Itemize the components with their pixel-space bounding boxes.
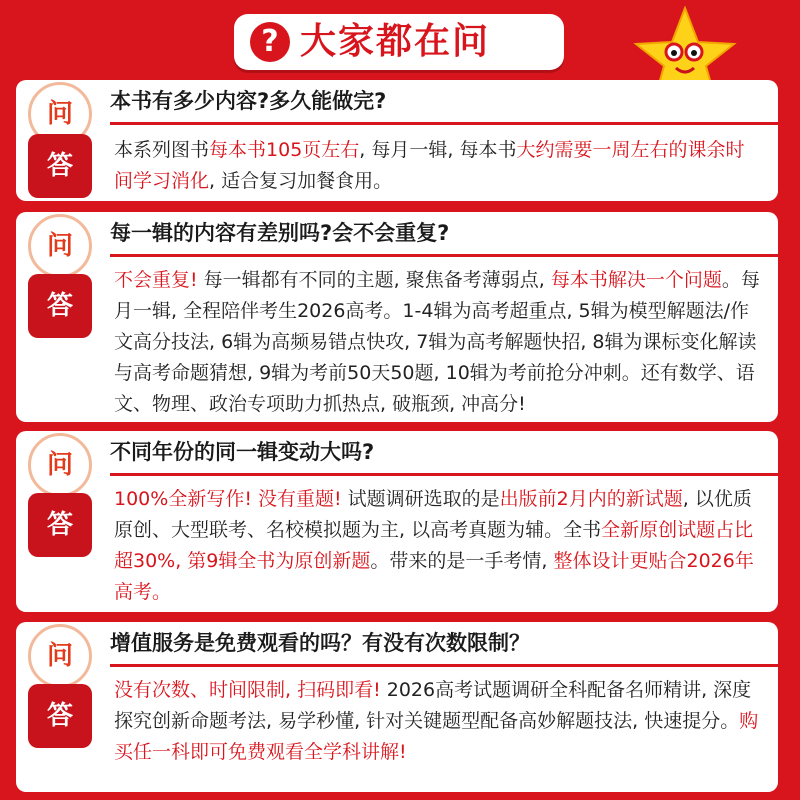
question-badge: 问: [28, 214, 92, 278]
answer-segment: 本系列图书: [114, 139, 210, 161]
divider: [110, 254, 778, 257]
highlight-text: 整体设计更贴合2026年高考。: [114, 550, 754, 603]
highlight-text: 大约需要一周左右的课余时间学习消化: [114, 139, 745, 192]
question-mark-icon: ?: [250, 22, 290, 62]
question-text: 每一辑的内容有差别吗?会不会重复?: [110, 221, 450, 245]
question-badge: 问: [28, 433, 92, 497]
question-text: 增值服务是免费观看的吗？有没有次数限制？: [110, 631, 530, 655]
highlight-text: 每本书105页左右: [209, 139, 360, 161]
highlight-text: 每本书解决一个问题: [550, 269, 722, 291]
question-badge: 问: [28, 624, 92, 688]
question-text: 本书有多少内容?多久能做完?: [110, 89, 387, 113]
highlight-text: 不会重复!: [114, 269, 198, 291]
page-title: 大家都在问: [300, 21, 491, 62]
answer-segment: , 适合复习加餐食用。: [209, 170, 393, 192]
answer-segment: , 以优质原创、大型联考、名校模拟题为主, 以高考真题为辅。全书: [114, 488, 752, 541]
answer-segment: , 每月一辑, 每本书: [359, 139, 517, 161]
answer-badge: 答: [28, 493, 92, 557]
qa-card-3: [16, 431, 778, 612]
divider: [110, 122, 778, 125]
qa-card-1: [16, 80, 778, 201]
qa-card-4: [16, 622, 778, 792]
divider: [110, 664, 778, 667]
answer-segment: 。每月一辑, 全程陪伴考生2026高考。1-4辑为高考超重点, 5辑为模型解题法/作文高分技法, 6辑为高频易错点快攻, 7辑为高考解题快招, 8辑为课标变化解读与高考命题猜想, 9辑为考前50天50题, 10辑为考前抢分冲刺。还有数学、语文、物理、政治专项助力抓热点, 破瓶颈, 冲高分!: [114, 269, 760, 415]
highlight-text: 出版前2月内的新试题: [499, 488, 683, 510]
highlight-text: 没有次数、时间限制, 扫码即看!: [114, 679, 381, 701]
question-badge: 问: [28, 82, 92, 146]
answer-segment: 试题调研选取的是: [341, 488, 500, 510]
divider: [110, 473, 778, 476]
highlight-text: 全新原创试题占比超30%, 第9辑全书为原创新题: [114, 519, 754, 572]
answer-segment: 。带来的是一手考情,: [370, 550, 554, 572]
answer-text: [114, 675, 760, 768]
answer-badge: 答: [28, 134, 92, 198]
answer-text: [114, 135, 760, 197]
question-text: 不同年份的同一辑变动大吗?: [110, 440, 375, 464]
answer-badge: 答: [28, 274, 92, 338]
qa-card-2: [16, 212, 778, 422]
highlight-text: 购买任一科即可免费观看全学科讲解!: [114, 710, 759, 763]
answer-text: [114, 265, 760, 420]
header: [0, 0, 800, 80]
highlight-text: 100%全新写作! 没有重题!: [114, 488, 342, 510]
answer-text: [114, 484, 760, 608]
answer-segment: 每一辑都有不同的主题, 聚焦备考薄弱点,: [197, 269, 551, 291]
answer-segment: 2026高考试题调研全科配备名师精讲, 深度探究创新命题考法, 易学秒懂, 针对关键题型配备高妙解题技法, 快速提分。: [114, 679, 752, 732]
answer-badge: 答: [28, 684, 92, 748]
title-banner: [234, 14, 564, 70]
